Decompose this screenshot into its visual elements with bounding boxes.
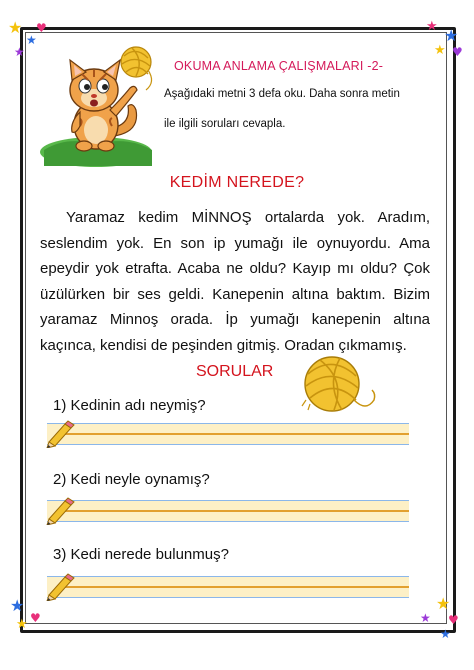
story-paragraph bbox=[40, 205, 430, 359]
star-icon: ★ bbox=[440, 627, 451, 641]
questions-title: SORULAR bbox=[196, 363, 274, 380]
star-icon: ★ bbox=[420, 611, 431, 625]
star-icon: ★ bbox=[8, 18, 23, 37]
heart-icon: ♥ bbox=[452, 45, 463, 59]
instruction-line-1: Aşağıdaki metni 3 defa oku. Daha sonra metin bbox=[164, 88, 400, 100]
pencil-icon bbox=[43, 571, 77, 601]
answer-field-2[interactable] bbox=[47, 500, 409, 522]
pencil-icon bbox=[43, 418, 77, 448]
star-icon: ★ bbox=[26, 33, 37, 47]
yarn-ball-icon bbox=[296, 354, 378, 416]
heart-icon: ♥ bbox=[30, 611, 41, 625]
worksheet-title: OKUMA ANLAMA ÇALIŞMALARI -2- bbox=[174, 59, 384, 73]
star-icon: ★ bbox=[444, 26, 459, 45]
star-icon: ★ bbox=[14, 45, 25, 59]
star-icon: ★ bbox=[16, 617, 28, 632]
star-icon: ★ bbox=[10, 596, 25, 615]
answer-field-1[interactable] bbox=[47, 423, 409, 445]
question-1: 1) Kedinin adı neymiş? bbox=[53, 397, 206, 414]
question-2: 2) Kedi neyle oynamış? bbox=[53, 471, 210, 488]
star-icon: ★ bbox=[426, 19, 438, 34]
question-3: 3) Kedi nerede bulunmuş? bbox=[53, 546, 229, 563]
instruction-line-2: ile ilgili soruları cevapla. bbox=[164, 118, 286, 130]
story-text: Yaramaz kedim MİNNOŞ ortalarda yok. Aradım, seslendim yok. En son ip yumağı ile oynuyordu. Ama epeydir yok etrafta. Acaba ne oldu? Kayıp mı oldu? Çok üzülürken bir ses geldi. Kanepenin altına baktım. Bizim yaramaz Minnoş orada. İp yumağı kanepenin altına kaçınca, kendisi de peşinden gitmiş. Oradan çıkmamış. bbox=[40, 209, 430, 354]
answer-field-3[interactable] bbox=[47, 576, 409, 598]
star-icon: ★ bbox=[436, 594, 451, 613]
story-title: KEDİM NEREDE? bbox=[169, 174, 305, 191]
heart-icon: ♥ bbox=[448, 613, 459, 627]
pencil-icon bbox=[43, 495, 77, 525]
heart-icon: ♥ bbox=[36, 21, 47, 35]
star-icon: ★ bbox=[434, 43, 446, 58]
cat-illustration bbox=[36, 40, 158, 170]
